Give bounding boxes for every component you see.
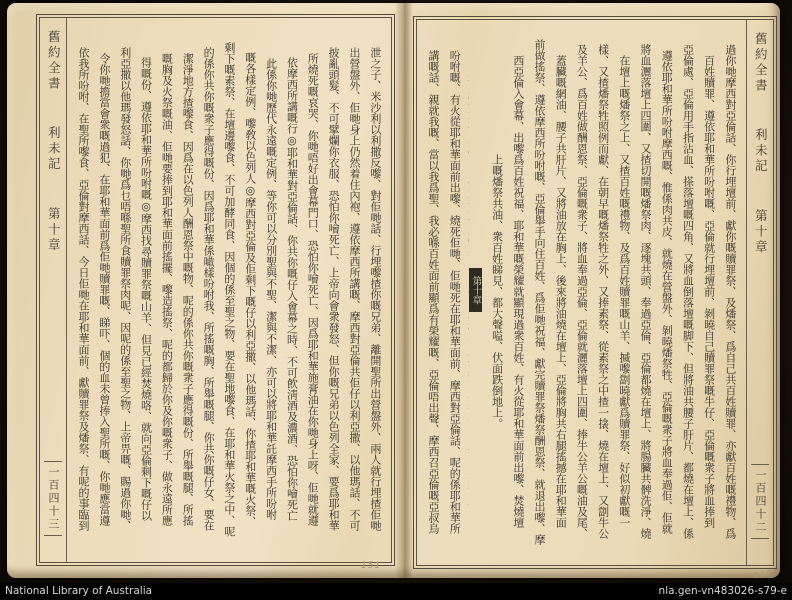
- text-column: 樣、又揸燔祭牲照例而獻、在朝早嘅燔祭牲之外、又捧素祭、從素祭之中揸一搇、燒在壇上、又劏牛公: [596, 44, 610, 539]
- book-name-label: 利未記: [46, 126, 62, 173]
- book-name-label: 利未記: [753, 128, 769, 175]
- text-column: 此係你哋歷代永遠嘅定例、等你可以分別聖與不聖、潔與不潔、亦可以將耶和華託摩西手所吩咐: [264, 58, 278, 520]
- text-column: 得嘅份、遵依耶和華所吩咐嘅◎摩西找尋贖罪祭嘅山羊、但見已經焚燒咯、就向亞倫剩下嘅仔以: [139, 57, 153, 521]
- text-column: 利亞撒以他瑪發怒話、你哋爲乜唔喺聖所食贖罪祭肉呢、因呢的係至聖之物、上帝畀嘅、賜過你哋、: [118, 47, 132, 531]
- text-column: 依我所吩咐、在聖所嚟食、亞倫對摩西話、今日佢哋在耶和華面前、獻贖罪祭及燔祭、有呢的事臨到: [77, 47, 90, 531]
- text-column: 嘅各樣定例、嚟敎以色列人◎摩西對亞倫及佢剩下嘅仔以利亞撒、以他瑪話、你揸耶和華嘅火祭、: [243, 51, 257, 527]
- text-column: 及羊公、爲百姓做酬恩祭、亞倫嘅衆子、將血奉過亞倫、亞倫就灑落壇上四圍、捧牛公羊公嘅油及尾、: [575, 44, 589, 539]
- text-column: 講嘅話、親就我嘅、當以我爲聖、我必喺百姓面前顯爲有榮耀嘅、亞倫唔出聲、摩西召亞倫嘅亞叔烏: [427, 49, 440, 534]
- right-page-margin: [747, 20, 773, 565]
- series-title: 舊約全書: [753, 32, 769, 94]
- pencil-page-note-right: 150: [753, 568, 773, 581]
- text-column: 剩下嘅素祭、在壇邊嚟食、不可加酵同食、因個的係至聖之物、要在聖地嚟食、在耶和華火祭之中、呢: [222, 41, 236, 537]
- caption-bar: [0, 583, 792, 600]
- text-column: 依摩西所講嘅行◎耶和華對亞倫話、你共你嘅仔入會幕之時、不可飲淸酒及濃酒、恐怕你噲死亡: [285, 57, 299, 521]
- text-column: 將血灑落壇上四圍、又揸切開嘅燔祭肉、逐塊共頭、奉過亞倫、亞倫都燒在壇上、將腸臟共髀洗淨、燒: [639, 44, 653, 539]
- text-column: 出營盤外、佢哋身上仍然着住內袍、遵依摩西所講嘅、摩西對亞倫共佢仔以利亞撒、以他瑪話、不可: [347, 47, 361, 531]
- text-column: 嘅胸及火祭嘅油、佢哋要捧到耶和華面前搖擺、嚟造搖祭、呢的都歸於你及你嘅衆子、做永遠所應: [160, 52, 174, 526]
- left-page-margin: [40, 18, 66, 562]
- page-number-left: 一百四十三: [44, 461, 62, 536]
- chapter-heading-chip: 第十章: [469, 268, 482, 312]
- text-column: 令你哋擔當會衆嘅過犯、在耶和華面前爲佢哋贖罪嘅、睇吓、個的血未曾捧入聖所嘅、你哋應當遵: [97, 52, 111, 526]
- text-column: 的係你共你嘅衆子應得嘅份、因爲耶和華係噉樣吩咐我、所搖嘅胸、所舉嘅腿、你共你嘅仔女、要在: [202, 47, 216, 531]
- page-number-right: 一百四十二: [751, 464, 769, 539]
- left-page-text: [67, 18, 391, 562]
- book-spread: [7, 3, 780, 581]
- text-column: 上嘅燔祭共油、衆百姓睇見、都大聲嗌、伏面跌倒地上。: [490, 154, 504, 429]
- text-column: 西亞倫入會幕、出嚟爲百姓祝福、耶和華嘅榮耀就顯現過衆百姓、有火從耶和華面前出嚟、焚燒壇: [511, 55, 525, 528]
- running-title: [754, 32, 767, 255]
- text-column: 蓋臟嘅網油、腰子共肝片、又將油放在胸上、後來將油燒在壇上、亞倫將胸共右腿搖撼在耶和華面: [554, 55, 568, 528]
- text-column: 遵依耶和華所吩咐摩西嘅、惟係肉共皮、就燒在營盤外、剝曉燔祭牲、亞倫嘅衆子將血奉過佢、佢就: [660, 49, 674, 534]
- text-column: 披亂頭髮、不可擘爛你衣服、恐怕你噲死亡、上帝向會衆發怒、但你嘅兄弟以色列全家、要爲耶和華: [327, 47, 341, 531]
- text-column: 潔淨地方揸嚟食、因爲在以色列人酬恩祭中嘅物、呢的係你共你嘅衆子應得嘅份、所舉嘅腿、所搖: [181, 52, 195, 526]
- left-page-frame: [39, 17, 392, 563]
- text-column: 在壇上嘅燔祭之上、又揸百姓嘅禮物、及爲百姓贖罪嘅山羊、搣嚟劏曉獻爲贖罪祭、好似初獻嘅一: [617, 55, 631, 528]
- right-page-text: [417, 20, 746, 565]
- left-page: [36, 14, 395, 566]
- text-column: 吩咐嘅、有火從耶和華面前出嚟、燒死佢哋、佢哋死在耶和華面前、摩西對亞倫話、呢的係耶和華所: [448, 49, 462, 534]
- chapter-label: 第十章: [46, 206, 62, 253]
- text-column: 前做搖祭、遵依摩西所吩咐嘅、亞倫舉手向住百姓、爲佢哋祝福、獻完贖罪祭燔祭酬恩祭、就退出嚟、摩: [533, 38, 547, 545]
- chapter-label: 第十章: [753, 208, 769, 255]
- text-column: 百姓贖罪、遵依耶和華所吩咐嘅、亞倫就行埋壇前、剝曉自己贖罪祭嘅牛仔、亞倫嘅衆子將血捧到: [702, 55, 716, 528]
- text-column: 泄之子、米沙利以利撒反嚟、對佢哋話、行埋嚟揸你嘅兄弟、離開聖所出營盤外、兩人就行埋揸佢哋: [368, 47, 382, 531]
- text-column: 過你哋摩西對亞倫話、你行埋壇前、獻你嘅贖罪祭、及燔祭、爲自己共百姓贖罪、亦獻百姓嘅禮物、爲: [723, 44, 737, 539]
- text-column: 所燒死嘅哀哭、你哋唔好出會幕門口、恐怕你噲死亡、因爲耶和華施膏油在你哋身上呀、佢哋就遵: [306, 52, 320, 526]
- book-gutter: [395, 3, 413, 578]
- text-column: 亞倫處、亞倫用手指沾血、搽落壇嘅四角、又將血倒落壇嘅脚下、但將油共腰子肝片、都燒在壇上、係: [681, 44, 695, 539]
- right-page-frame: [416, 19, 774, 566]
- pencil-page-note-left: 151: [361, 561, 382, 571]
- right-page: [413, 16, 777, 569]
- series-title: 舊約全書: [46, 30, 62, 92]
- text-column: [468, 27, 482, 556]
- image-id-label: nla.gen-vn483026-s79-e: [658, 585, 787, 597]
- running-title: [47, 30, 60, 253]
- library-name-label: National Library of Australia: [5, 585, 153, 597]
